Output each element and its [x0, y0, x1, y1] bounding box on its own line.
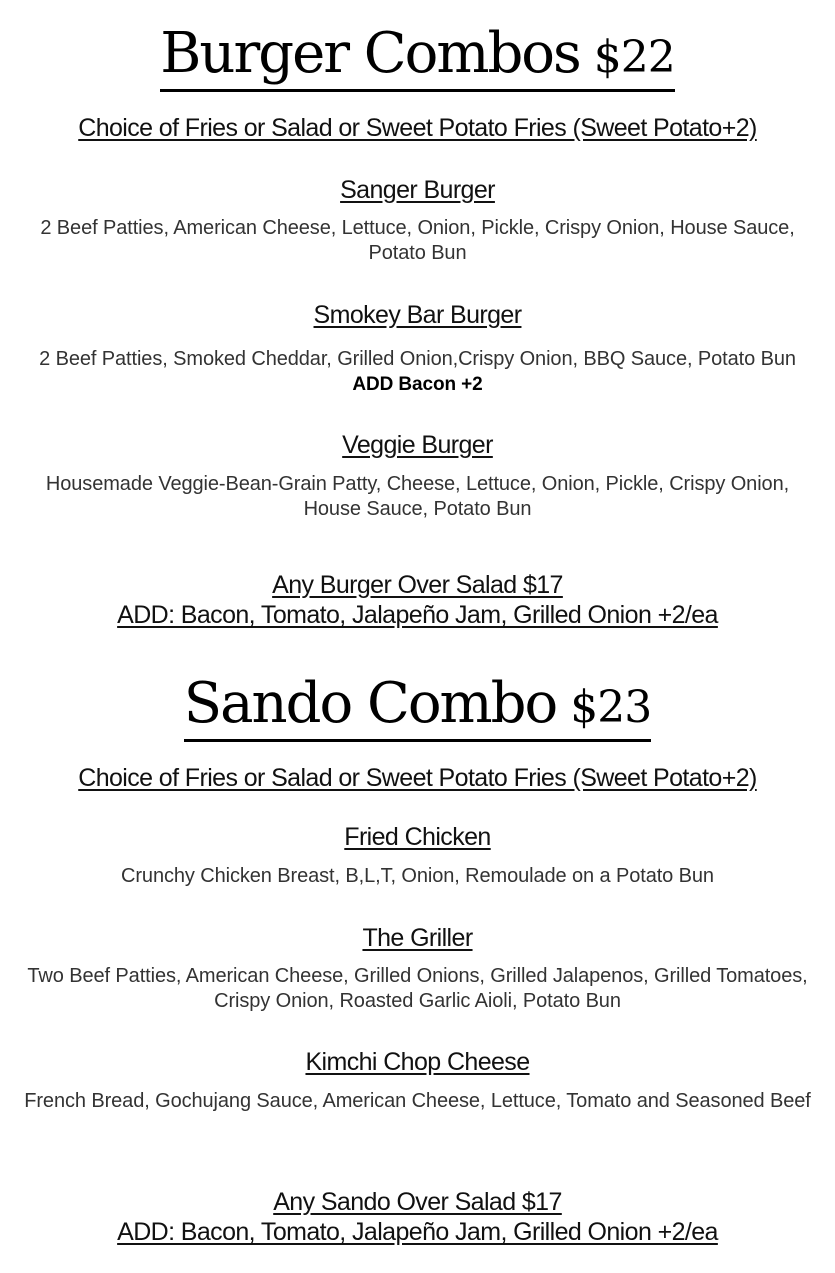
section-heading [160, 23, 675, 92]
section-price: $23 [570, 682, 652, 733]
item-description-sanger-burger [20, 216, 815, 266]
section-title-text: Burger Combos [160, 21, 580, 86]
item-description-the-griller [20, 964, 815, 1014]
section-heading [184, 673, 651, 742]
item-description-text: 2 Beef Patties, American Cheese, Lettuce, Onion, Pickle, Crispy Onion, House Sauce, Potato Bun [40, 217, 795, 264]
section-price: $22 [593, 32, 675, 83]
item-description-smokey-bar-burger [20, 347, 815, 397]
over-salad-text: Any Burger Over Salad $17 [272, 571, 563, 599]
item-name-sanger-burger: Sanger Burger [340, 176, 495, 204]
side-choice-text: Choice of Fries or Salad or Sweet Potato Fries (Sweet Potato+2) [78, 114, 757, 142]
over-salad-text: Any Sando Over Salad $17 [273, 1188, 562, 1216]
item-name-kimchi-chop-cheese: Kimchi Chop Cheese [305, 1048, 530, 1076]
item-name-smokey-bar-burger: Smokey Bar Burger [313, 301, 522, 329]
item-description-text: Housemade Veggie-Bean-Grain Patty, Cheese, Lettuce, Onion, Pickle, Crispy Onion, House Sauce, Potato Bun [45, 473, 790, 520]
add-ons-text: ADD: Bacon, Tomato, Jalapeño Jam, Grilled Onion +2/ea [117, 1218, 718, 1246]
section-title-text: Sando Combo [183, 671, 557, 736]
section-title-sando-combo [0, 672, 835, 742]
side-choice-text: Choice of Fries or Salad or Sweet Potato Fries (Sweet Potato+2) [78, 764, 757, 792]
add-ons-text: ADD: Bacon, Tomato, Jalapeño Jam, Grilled Onion +2/ea [117, 601, 718, 629]
item-description-text: Crunchy Chicken Breast, B,L,T, Onion, Remoulade on a Potato Bun [121, 865, 714, 887]
item-description-text: French Bread, Gochujang Sauce, American Cheese, Lettuce, Tomato and Seasoned Beef [24, 1090, 811, 1112]
section-title-burger-combos [0, 22, 835, 92]
item-name-the-griller: The Griller [362, 924, 473, 952]
item-description-fried-chicken [20, 864, 815, 889]
item-description-veggie-burger [20, 472, 815, 522]
item-name-veggie-burger: Veggie Burger [342, 431, 493, 459]
item-description-kimchi-chop-cheese [20, 1089, 815, 1114]
item-description-text: Two Beef Patties, American Cheese, Grilled Onions, Grilled Jalapenos, Grilled Tomatoes, Crispy Onion, Roasted Garlic Aioli, Potato Bun [27, 965, 808, 1012]
item-description-text: 2 Beef Patties, Smoked Cheddar, Grilled Onion,Crispy Onion, BBQ Sauce, Potato Bun [39, 348, 796, 370]
item-add-note: ADD Bacon +2 [352, 374, 483, 395]
item-name-fried-chicken: Fried Chicken [344, 823, 491, 851]
